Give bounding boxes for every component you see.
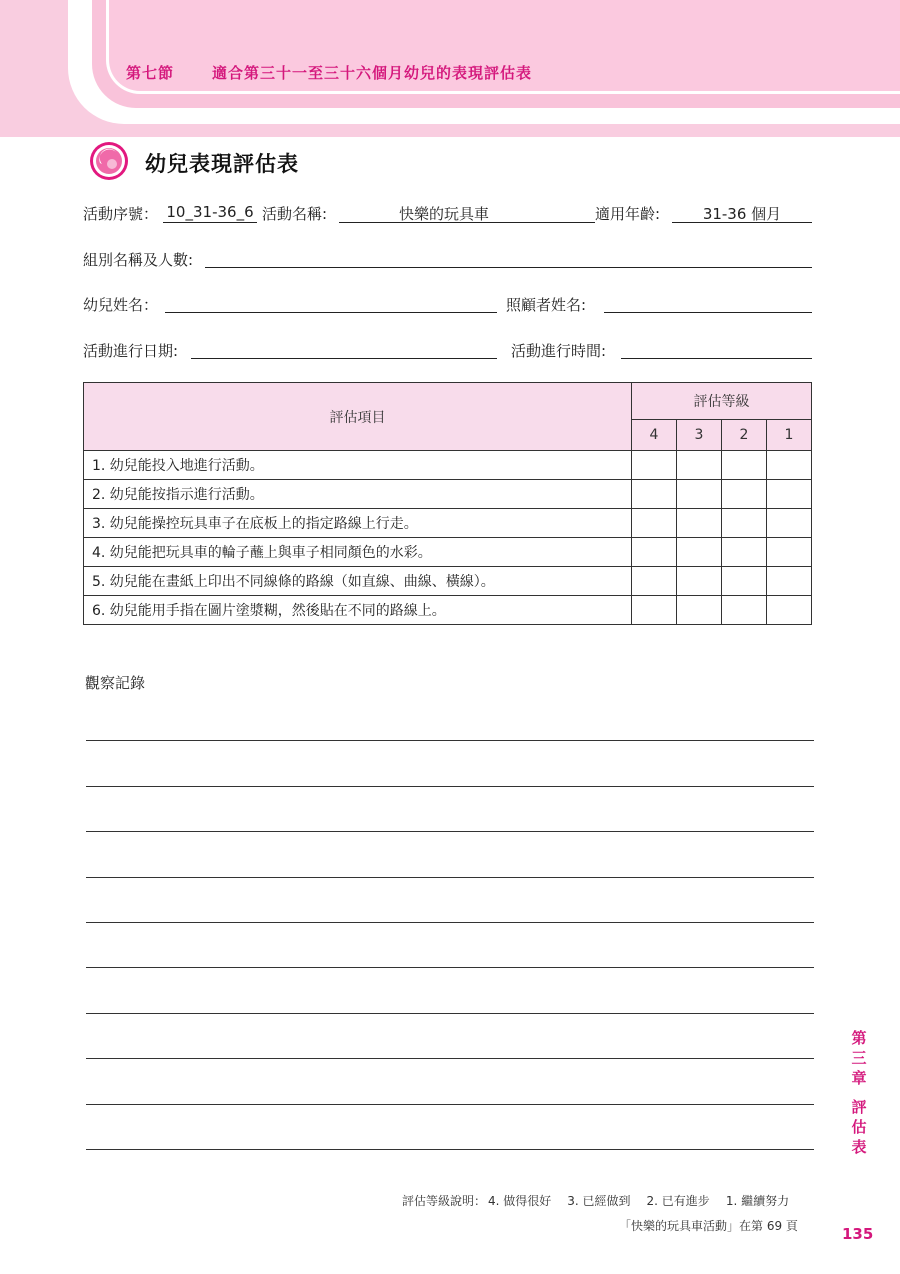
age-value: 31-36 個月 bbox=[702, 205, 782, 223]
activity-name-label: 活動名稱: bbox=[262, 205, 328, 223]
score-cell[interactable] bbox=[722, 538, 767, 567]
score-cell[interactable] bbox=[722, 451, 767, 480]
observation-line[interactable] bbox=[86, 922, 814, 923]
score-cell[interactable] bbox=[767, 451, 812, 480]
side-tab-topic bbox=[849, 1097, 869, 1157]
observation-line[interactable] bbox=[86, 831, 814, 832]
score-cell[interactable] bbox=[767, 480, 812, 509]
score-cell[interactable] bbox=[767, 596, 812, 625]
observation-line[interactable] bbox=[86, 1058, 814, 1059]
legend-item: 1. 繼續努力 bbox=[725, 1194, 790, 1208]
score-cell[interactable] bbox=[677, 480, 722, 509]
score-cell[interactable] bbox=[722, 567, 767, 596]
level-legend bbox=[402, 1192, 789, 1209]
date-field[interactable] bbox=[191, 358, 497, 359]
legend-item: 4. 做得很好 bbox=[488, 1194, 552, 1208]
table-row bbox=[84, 451, 812, 480]
age-label: 適用年齡: bbox=[595, 205, 661, 223]
score-cell[interactable] bbox=[677, 538, 722, 567]
score-cell[interactable] bbox=[722, 509, 767, 538]
level-3-header: 3 bbox=[677, 420, 722, 451]
section-header bbox=[126, 62, 532, 83]
item-6: 6. 幼兒能用手指在圖片塗漿糊，然後貼在不同的路線上。 bbox=[84, 596, 632, 625]
page-number: 135 bbox=[842, 1225, 874, 1243]
activity-no-value: 10_31-36_6 bbox=[166, 203, 254, 221]
side-char: 章 bbox=[851, 1069, 867, 1087]
legend-item: 2. 已有進步 bbox=[646, 1194, 710, 1208]
side-char: 三 bbox=[851, 1049, 867, 1067]
group-field[interactable] bbox=[205, 267, 812, 268]
side-char: 第 bbox=[851, 1029, 867, 1047]
score-cell[interactable] bbox=[722, 480, 767, 509]
item-4: 4. 幼兒能把玩具車的輪子蘸上與車子相同顏色的水彩。 bbox=[84, 538, 632, 567]
legend-label: 評估等級說明： bbox=[402, 1194, 487, 1208]
item-header: 評估項目 bbox=[84, 383, 632, 451]
score-cell[interactable] bbox=[722, 596, 767, 625]
side-char: 評 bbox=[851, 1098, 867, 1116]
child-name-label: 幼兒姓名： bbox=[83, 296, 159, 314]
score-cell[interactable] bbox=[767, 509, 812, 538]
score-cell[interactable] bbox=[632, 538, 677, 567]
observation-line[interactable] bbox=[86, 967, 814, 968]
table-row bbox=[84, 596, 812, 625]
score-cell[interactable] bbox=[767, 567, 812, 596]
score-cell[interactable] bbox=[677, 567, 722, 596]
table-row bbox=[84, 538, 812, 567]
score-cell[interactable] bbox=[632, 480, 677, 509]
observation-line[interactable] bbox=[86, 1104, 814, 1105]
item-3: 3. 幼兒能操控玩具車子在底板上的指定路線上行走。 bbox=[84, 509, 632, 538]
observation-line[interactable] bbox=[86, 1013, 814, 1014]
child-name-field[interactable] bbox=[165, 312, 497, 313]
carer-name-field[interactable] bbox=[604, 312, 812, 313]
score-cell[interactable] bbox=[632, 451, 677, 480]
table-row bbox=[84, 509, 812, 538]
pink-circle-bullet-icon bbox=[88, 140, 130, 182]
observation-label: 觀察記錄 bbox=[85, 674, 146, 692]
activity-reference: 「快樂的玩具車活動」在第 69 頁 bbox=[619, 1219, 798, 1233]
activity-no-underline bbox=[163, 222, 257, 223]
item-1: 1. 幼兒能投入地進行活動。 bbox=[84, 451, 632, 480]
observation-line[interactable] bbox=[86, 786, 814, 787]
score-cell[interactable] bbox=[767, 538, 812, 567]
activity-name-value: 快樂的玩具車 bbox=[398, 205, 489, 223]
table-row bbox=[84, 480, 812, 509]
score-cell[interactable] bbox=[677, 509, 722, 538]
score-cell[interactable] bbox=[632, 509, 677, 538]
observation-line[interactable] bbox=[86, 877, 814, 878]
side-tab-chapter bbox=[849, 1028, 869, 1088]
item-5: 5. 幼兒能在畫紙上印出不同線條的路線（如直線、曲線、橫線）。 bbox=[84, 567, 632, 596]
level-4-header: 4 bbox=[632, 420, 677, 451]
carer-name-label: 照顧者姓名: bbox=[506, 296, 587, 314]
table-row bbox=[84, 567, 812, 596]
score-cell[interactable] bbox=[677, 596, 722, 625]
section-number: 第七節 bbox=[126, 64, 175, 82]
section-title: 適合第三十一至三十六個月幼兒的表現評估表 bbox=[212, 64, 533, 82]
page-title: 幼兒表現評估表 bbox=[145, 152, 299, 176]
level-header: 評估等級 bbox=[632, 383, 812, 420]
date-label: 活動進行日期: bbox=[83, 342, 179, 360]
side-char: 表 bbox=[851, 1138, 867, 1156]
level-1-header: 1 bbox=[767, 420, 812, 451]
level-2-header: 2 bbox=[722, 420, 767, 451]
time-field[interactable] bbox=[621, 358, 812, 359]
observation-line[interactable] bbox=[86, 1149, 814, 1150]
evaluation-table bbox=[83, 382, 812, 625]
score-cell[interactable] bbox=[632, 596, 677, 625]
side-char: 估 bbox=[851, 1118, 867, 1136]
score-cell[interactable] bbox=[677, 451, 722, 480]
observation-line[interactable] bbox=[86, 740, 814, 741]
time-label: 活動進行時間: bbox=[511, 342, 607, 360]
score-cell[interactable] bbox=[632, 567, 677, 596]
item-2: 2. 幼兒能按指示進行活動。 bbox=[84, 480, 632, 509]
activity-no-label: 活動序號： bbox=[83, 205, 159, 223]
legend-item: 3. 已經做到 bbox=[567, 1194, 631, 1208]
group-label: 組別名稱及人數: bbox=[83, 251, 194, 269]
